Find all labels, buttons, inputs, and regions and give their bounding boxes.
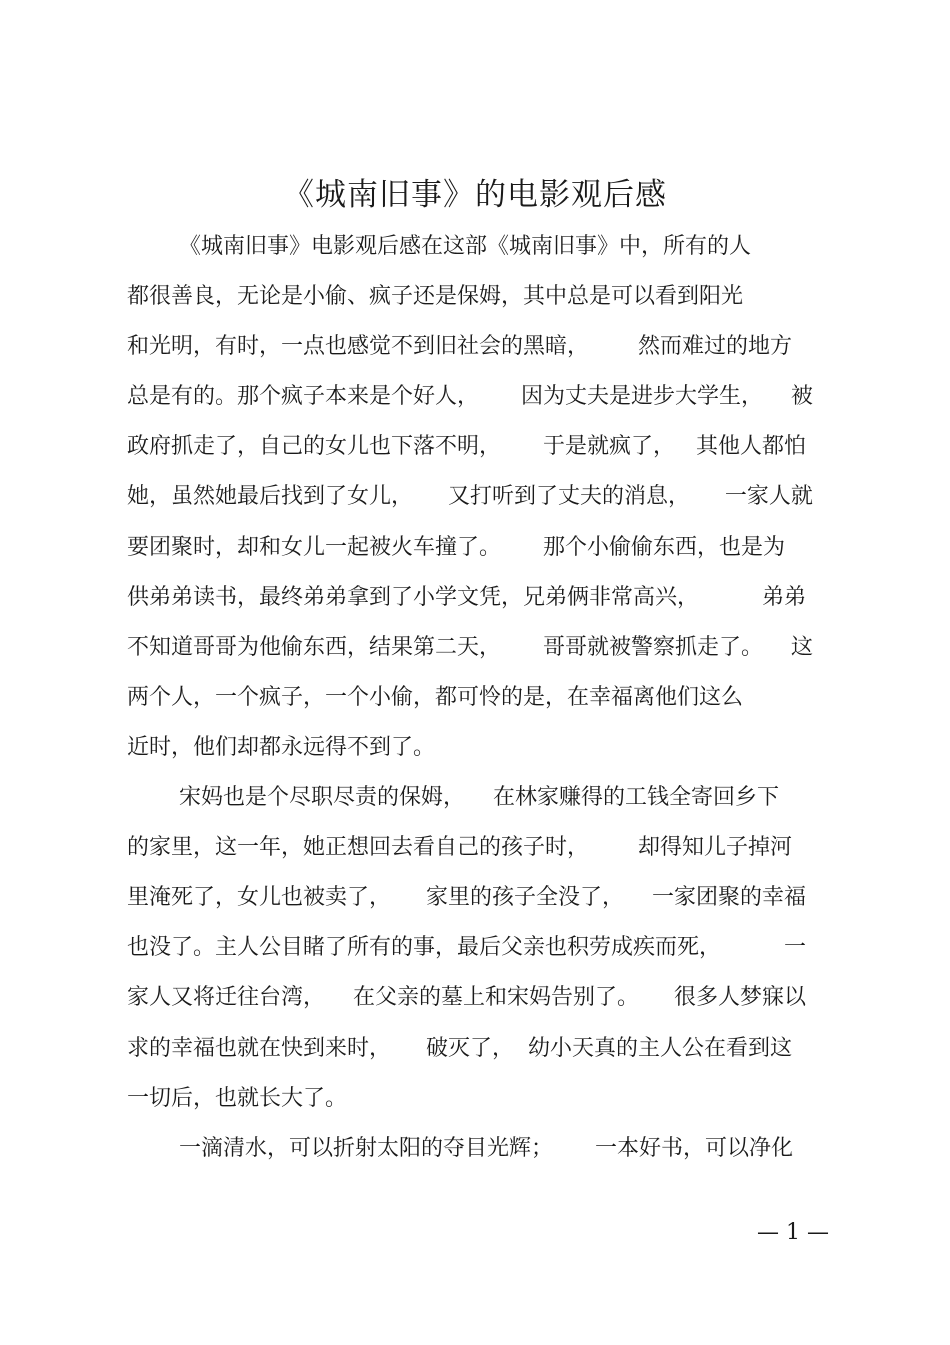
- text-line: 供弟弟读书，最终弟弟拿到了小学文凭，兄弟俩非常高兴， 弟弟: [127, 584, 806, 610]
- text-line: 近时，他们却都永远得不到了。: [127, 734, 436, 760]
- text-line: 政府抓走了，自己的女儿也下落不明， 于是就疯了， 其他人都怕: [127, 434, 806, 460]
- text-line: 和光明，有时，一点也感觉不到旧社会的黑暗， 然而难过的地方: [127, 334, 792, 360]
- text-line: 要团聚时，却和女儿一起被火车撞了。 那个小偷偷东西，也是为: [127, 534, 785, 560]
- text-line: 一滴清水，可以折射太阳的夺目光辉； 一本好书，可以净化: [179, 1135, 793, 1161]
- text-line: 她，虽然她最后找到了女儿， 又打听到了丈夫的消息， 一家人就: [127, 484, 813, 510]
- text-line: 《城南旧事》电影观后感在这部《城南旧事》中，所有的人: [179, 234, 752, 259]
- text-line: 都很善良，无论是小偷、疯子还是保姆，其中总是可以看到阳光: [127, 284, 744, 310]
- text-line: 总是有的。那个疯子本来是个好人， 因为丈夫是进步大学生， 被: [127, 384, 813, 410]
- text-line: 宋妈也是个尽职尽责的保姆， 在林家赚得的工钱全寄回乡下: [179, 785, 779, 811]
- text-line: 家人又将迁往台湾， 在父亲的墓上和宋妈告别了。 很多人梦寐以: [127, 985, 806, 1011]
- text-line: 两个人，一个疯子，一个小偷，都可怜的是，在幸福离他们这么: [127, 684, 744, 710]
- document-body: [127, 222, 837, 1174]
- text-line: 也没了。主人公目睹了所有的事，最后父亲也积劳成疾而死， 一: [127, 935, 806, 961]
- text-line: 里淹死了，女儿也被卖了， 家里的孩子全没了， 一家团聚的幸福: [127, 885, 806, 911]
- text-line: 的家里，这一年，她正想回去看自己的孩子时， 却得知儿子掉河: [127, 835, 792, 861]
- document-title: 《城南旧事》的电影观后感: [283, 177, 667, 213]
- page-number: — 1 —: [757, 1220, 829, 1245]
- text-line: 一切后，也就长大了。: [127, 1085, 348, 1111]
- text-line: 求的幸福也就在快到来时， 破灭了， 幼小天真的主人公在看到这: [127, 1035, 792, 1061]
- text-line: 不知道哥哥为他偷东西，结果第二天， 哥哥就被警察抓走了。 这: [127, 634, 813, 660]
